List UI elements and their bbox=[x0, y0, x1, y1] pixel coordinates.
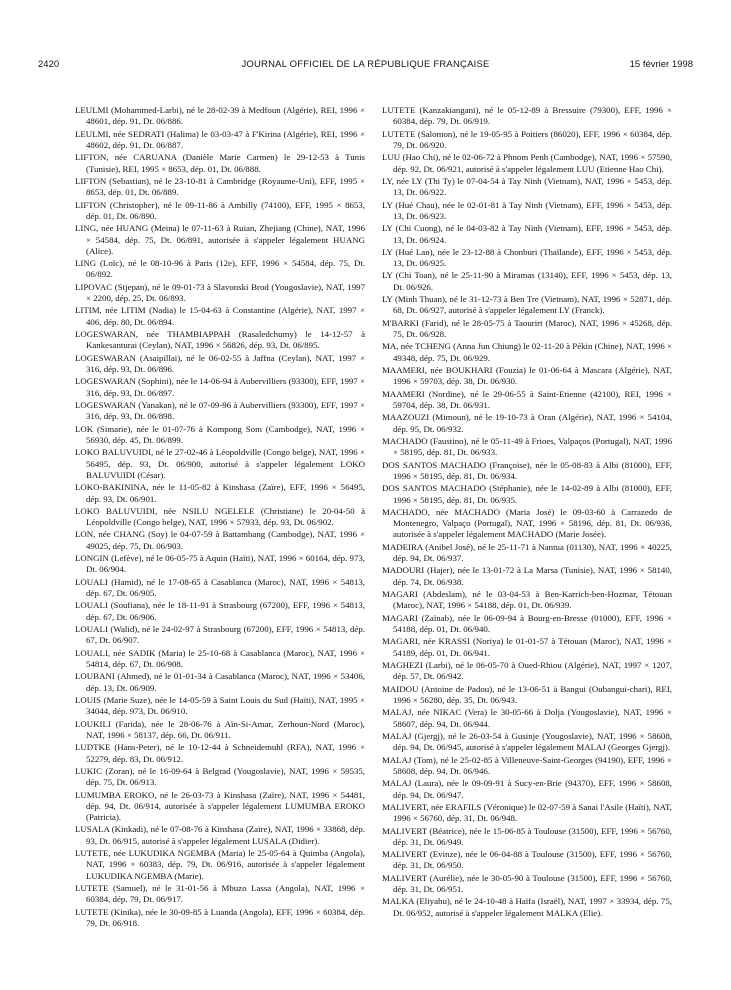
registry-entry: LUTETE (Samuel), né le 31-01-56 à Mbuzo Lassa (Angola), NAT, 1996 × 60384, dép. 79, Dt. 06/917. bbox=[75, 883, 365, 905]
registry-entry: M'BARKI (Farid), né le 28-05-75 à Taourirt (Maroc), NAT, 1996 × 45268, dép. 75, Dt. 06/928. bbox=[382, 317, 672, 340]
registry-entry: LUMUMBA EROKO, né le 26-03-73 à Kinshasa (Zaïre), NAT, 1996 × 54481, dép. 94, Dt. 06/914, autorisée à s'appeler légalement LUMUMBA EROKO (Patricia). bbox=[75, 789, 365, 823]
registry-entry: LON, née CHANG (Soy) le 04-07-59 à Battambang (Cambodge), NAT, 1996 × 49025, dép. 75, Dt. 06/903. bbox=[75, 529, 365, 551]
registry-entry: MAGARI, née KRASSI (Noriya) le 01-01-57 à Tétouan (Maroc), NAT, 1996 × 54189, dép. 01, Dt. 06/941. bbox=[382, 636, 672, 658]
registry-entry: MALIVERT (Béatrice), née le 15-06-85 à Toulouse (31500), EFF, 1996 × 56760, dép. 31, Dt. 06/949. bbox=[382, 825, 672, 847]
registry-entry: LY (Hué Chau), née le 02-01-81 à Tay Ninh (Vietnam), EFF, 1996 × 5453, dép. 13, Dt. 06/923. bbox=[382, 199, 672, 221]
registry-entry: LUSALA (Kinkadi), né le 07-08-76 à Kinshasa (Zaïre), NAT, 1996 × 33868, dép. 93, Dt. 06/915, autorisé à s'appeler légalement LUSALA (Didier). bbox=[75, 824, 365, 846]
registry-entry: LOGESWARAN, née THAMBIAPPAH (Rasaledchumy) le 14-12-57 à Kankesanturai (Ceylan), NAT, 1996 × 56826, dép. 93, Dt. 06/895. bbox=[75, 329, 365, 351]
registry-entry: LUTETE (Kanzakiangani), né le 05-12-89 à Bressuire (79300), EFF, 1996 × 60384, dép. 79, Dt. 06/919. bbox=[382, 105, 672, 127]
registry-entry: LOUALI (Soufiana), née le 18-11-91 à Strasbourg (67200), EFF, 1996 × 54813, dép. 67, Dt. 06/906. bbox=[75, 600, 365, 622]
registry-entry: MAGARI (Zaïnab), née le 06-09-94 à Bourg-en-Bresse (01000), EFF, 1996 × 54188, dép. 01, Dt. 06/940. bbox=[382, 612, 672, 635]
registry-entry: MALIVERT (Evinze), née le 06-04-88 à Toulouse (31500), EFF, 1996 × 56760, dép. 31, Dt. 06/950. bbox=[382, 849, 672, 871]
registry-entry: MACHADO (Faustino), né le 05-11-49 à Frioes, Valpaços (Portugal), NAT, 1996 × 58195, dép. 81, Dt. 06/933. bbox=[382, 435, 672, 458]
registry-entry: LUTETE (Salomon), né le 19-05-95 à Poitiers (86020), EFF, 1996 × 60384, dép. 79, Dt. 06/920. bbox=[382, 128, 672, 150]
registry-entry: MALAJ, née NIKAC (Vera) le 30-05-66 à Dolja (Yougoslavie), NAT, 1996 × 58607, dép. 94, Dt. 06/944. bbox=[382, 707, 672, 729]
registry-entry: LOUALI (Hamid), né le 17-08-65 à Casablanca (Maroc), NAT, 1996 × 54813, dép. 67, Dt. 06/905. bbox=[75, 576, 365, 599]
registry-entry: MAGHEZI (Larbi), né le 06-05-70 à Oued-Rhiou (Algérie), NAT, 1997 × 1207, dép. 57, Dt. 06/942. bbox=[382, 660, 672, 682]
page-header bbox=[38, 59, 693, 73]
registry-entry: LING, née HUANG (Meina) le 07-11-63 à Ruian, Zhejiang (Chine), NAT, 1996 × 54584, dép. 75, Dt. 06/891, autorisée à s'appeler légalement HUANG (Alice). bbox=[75, 223, 365, 256]
left-column bbox=[75, 105, 365, 930]
registry-entry: MAGARI (Abdeslam), né le 03-04-53 à Ben-Karrich-ben-Hozmar, Tétouan (Maroc), NAT, 1996 × 54188, dép. 01, Dt. 06/939. bbox=[382, 589, 672, 611]
registry-entry: LOKO BALUVUIDI, née NSILU NGELELE (Christiane) le 20-04-50 à Léopoldville (Congo belge), NAT, 1996 × 57933, dép. 93, Dt. 06/902. bbox=[75, 505, 365, 528]
registry-entry: MAAZOUZI (Mimoun), né le 19-10-73 à Oran (Algérie), NAT, 1996 × 54104, dép. 95, Dt. 06/932. bbox=[382, 412, 672, 434]
right-column bbox=[382, 105, 672, 920]
registry-entry: LY (Chi Toan), né le 25-11-90 à Miramas (13140), EFF, 1996 × 5453, dép. 13, Dt. 06/926. bbox=[382, 270, 672, 292]
registry-entry: MADOURI (Hajer), née le 13-01-72 à La Marsa (Tunisie), NAT, 1996 × 58140, dép. 74, Dt. 06/938. bbox=[382, 565, 672, 587]
registry-entry: LOGESWARAN (Sophini), née le 14-06-94 à Aubervilliers (93300), EFF, 1997 × 316, dép. 93, Dt. 06/897. bbox=[75, 376, 365, 398]
registry-entry: LEULMI, née SEDRATI (Halima) le 03-03-47 à F'Kirina (Algérie), REI, 1996 × 48602, dép. 91, Dt. 06/887. bbox=[75, 128, 365, 150]
registry-entry: LIFTON (Christopher), né le 09-11-86 à Ambilly (74100), EFF, 1995 × 8653, dép. 01, Dt. 06/890. bbox=[75, 199, 365, 221]
registry-entry: MALAJ (Tom), né le 25-02-85 à Villeneuve-Saint-Georges (94190), EFF, 1996 × 58608, dép. 94, Dt. 06/946. bbox=[382, 754, 672, 776]
page-number: 2420 bbox=[38, 59, 60, 70]
registry-entry: LOKO BALUVUIDI, né le 27-02-46 à Léopoldville (Congo belge), NAT, 1996 × 56495, dép. 93, Dt. 06/900, autorisé à s'appeler légalement LOKO BALUVUIDI (César). bbox=[75, 447, 365, 480]
registry-entry: LOUBANI (Ahmed), né le 01-01-34 à Casablanca (Maroc), NAT, 1996 × 53406, dép. 13, Dt. 06/909. bbox=[75, 671, 365, 693]
registry-entry: LOGESWARAN (Asaipillai), né le 06-02-55 à Jaffna (Ceylan), NAT, 1997 × 316, dép. 93, Dt. 06/896. bbox=[75, 352, 365, 374]
registry-entry: LY (Chi Cuong), né le 04-03-82 à Tay Ninh (Vietnam), EFF, 1996 × 5453, dép. 13, Dt. 06/924. bbox=[382, 223, 672, 245]
registry-entry: MACHADO, née MACHADO (Maria José) le 09-03-60 à Carrazedo de Montenegro, Valpaço (Portugal), NAT, 1996 × 58196, dép. 81, Dt. 06/936, autorisée à s'appeler légalement MACHADO (Marie Josée). bbox=[382, 506, 672, 540]
registry-entry: LY, née LY (Thi Ty) le 07-04-54 à Tay Ninh (Vietnam), NAT, 1996 × 5453, dép. 13, Dt. 06/922. bbox=[382, 175, 672, 198]
publication-date: 15 février 1998 bbox=[629, 59, 693, 70]
registry-entry: LY (Minh Thuan), né le 31-12-73 à Ben Tre (Vietnam), NAT, 1996 × 52871, dép. 68, Dt. 06/927, autorisé à s'appeler légalement LY (Franck). bbox=[382, 294, 672, 316]
registry-entry: LOGESWARAN (Yanakan), né le 07-09-96 à Aubervilliers (93300), EFF, 1997 × 316, dép. 93, Dt. 06/898. bbox=[75, 399, 365, 422]
registry-entry: LONGIN (Lefève), né le 06-05-75 à Aquin (Haïti), NAT, 1996 × 60164, dép. 973, Dt. 06/904. bbox=[75, 553, 365, 575]
registry-entry: MAIDOU (Antoine de Padou), né le 13-06-51 à Bangui (Oubangui-chari), REI, 1996 × 56280, dép. 35, Dt. 06/943. bbox=[382, 683, 672, 705]
registry-entry: MAAMERI (Nordine), né le 29-06-55 à Saint-Etienne (42100), REI, 1996 × 59704, dép. 38, Dt. 06/931. bbox=[382, 388, 672, 410]
registry-entry: MA, née TCHENG (Anna Jun Chiung) le 02-11-20 à Pékin (Chine), NAT, 1996 × 49348, dép. 75, Dt. 06/929. bbox=[382, 341, 672, 363]
registry-entry: DOS SANTOS MACHADO (Françoise), née le 05-08-83 à Albi (81000), EFF, 1996 × 58195, dép. 81, Dt. 06/934. bbox=[382, 459, 672, 481]
registry-entry: LOUIS (Marie Suze), née le 14-05-59 à Saint Louis du Sud (Haïti), NAT, 1995 × 34044, dép. 973, Dt. 06/910. bbox=[75, 694, 365, 717]
registry-entry: LUTETE (Kinika), née le 30-09-85 à Luanda (Angola), EFF, 1996 × 60384, dép. 79, Dt. 06/918. bbox=[75, 906, 365, 928]
registry-entry: MAAMERI, née BOUKHARI (Fouzia) le 01-06-64 à Mascara (Algérie), NAT, 1996 × 59703, dép. 38, Dt. 06/930. bbox=[382, 365, 672, 387]
registry-entry: MALAJ (Laura), née le 09-09-91 à Sucy-en-Brie (94370), EFF, 1996 × 58608, dép. 94, Dt. 06/947. bbox=[382, 778, 672, 800]
registry-entry: LOUALI (Walid), né le 24-02-97 à Strasbourg (67200), EFF, 1996 × 54813, dép. 67, Dt. 06/907. bbox=[75, 624, 365, 646]
registry-entry: MADEIRA (Anibel José), né le 25-11-71 à Nantua (01130), NAT, 1996 × 40225, dép. 94, Dt. 06/937. bbox=[382, 541, 672, 564]
registry-entry: LUU (Hao Chi), né le 02-06-72 à Phnom Penh (Cambodge), NAT, 1996 × 57590, dép. 92, Dt. 06/921, autorisé à s'appeler légalement LUU (Etienne Hao Chi). bbox=[382, 152, 672, 174]
registry-entry: LY (Hué Lan), née le 23-12-88 à Chonburi (Thaïlande), EFF, 1996 × 5453, dép. 13, Dt. 06/925. bbox=[382, 246, 672, 269]
registry-entry: LOKO-BAKININA, née le 11-05-82 à Kinshasa (Zaïre), EFF, 1996 × 56495, dép. 93, Dt. 06/901. bbox=[75, 482, 365, 504]
registry-entry: MALAJ (Gjergj), né le 26-03-54 à Gusinje (Yougoslavie), NAT, 1996 × 58608, dép. 94, Dt. 06/945, autorisé à s'appeler légalement MALAJ (Georges Gjergj). bbox=[382, 730, 672, 753]
registry-entry: LOUALI, née SADIK (Maria) le 25-10-68 à Casablanca (Maroc), NAT, 1996 × 54814, dép. 67, Dt. 06/908. bbox=[75, 647, 365, 669]
registry-entry: MALIVERT (Aurélie), née le 30-05-90 à Toulouse (31500), EFF, 1996 × 56760, dép. 31, Dt. 06/951. bbox=[382, 872, 672, 895]
registry-entry: LOUKILI (Farida), née le 28-06-76 à Aïn-Si-Amar, Zerhoun-Nord (Maroc), NAT, 1996 × 58137, dép. 66, Dt. 06/911. bbox=[75, 718, 365, 740]
registry-entry: LIFTON (Sebastian), né le 23-10-81 à Cambridge (Royaume-Uni), EFF, 1995 × 8653, dép. 01, Dt. 06/889. bbox=[75, 175, 365, 198]
registry-entry: LUKIC (Zoran), né le 16-09-64 à Belgrad (Yougoslavie), NAT, 1996 × 59535, dép. 75, Dt. 06/913. bbox=[75, 765, 365, 788]
registry-entry: LUTETE, née LUKUDIKA NGEMBA (Maria) le 25-05-64 à Quimba (Angola), NAT, 1996 × 60383, dép. 79, Dt. 06/916, autorisée à s'appeler légalement LUKUDIKA NGEMBA (Marie). bbox=[75, 848, 365, 881]
registry-entry: DOS SANTOS MACHADO (Stéphanie), née le 14-02-89 à Albi (81000), EFF, 1996 × 58195, dép. 81, Dt. 06/935. bbox=[382, 483, 672, 505]
journal-title: JOURNAL OFFICIEL DE LA RÉPUBLIQUE FRANÇAISE bbox=[241, 59, 490, 70]
registry-entry: LIFTON, née CARUANA (Danièle Marie Carmen) le 29-12-53 à Tunis (Tunisie), REI, 1995 × 8653, dép. 01, Dt. 06/888. bbox=[75, 152, 365, 174]
registry-entry: LITIM, née LITIM (Nadia) le 15-04-63 à Constantine (Algérie), NAT, 1997 × 406, dép. 80, Dt. 06/894. bbox=[75, 305, 365, 327]
registry-entry: LIPOVAC (Stjepan), né le 09-01-73 à Slavonski Brod (Yougoslavie), NAT, 1997 × 2200, dép. 25, Dt. 06/893. bbox=[75, 281, 365, 304]
registry-entry: LING (Loïc), né le 08-10-96 à Paris (12e), EFF, 1996 × 54584, dép. 75, Dt. 06/892. bbox=[75, 258, 365, 280]
registry-entry: LUDTKE (Hans-Peter), né le 10-12-44 à Schneidemuhl (RFA), NAT, 1996 × 52279, dép. 83, Dt. 06/912. bbox=[75, 742, 365, 764]
registry-entry: MALKA (Eliyahu), né le 24-10-48 à Haïfa (Israël), NAT, 1997 × 33934, dép. 75, Dt. 06/952, autorisé à s'appeler légalement MALKA (Elie). bbox=[382, 896, 672, 918]
registry-entry: LEULMI (Mohammed-Larbi), né le 28-02-39 à Medfoun (Algérie), REI, 1996 × 48601, dép. 91, Dt. 06/886. bbox=[75, 105, 365, 127]
registry-entry: MALIVERT, née ERAFILS (Véronique) le 02-07-59 à Sanai l'Asile (Haïti), NAT, 1996 × 56760, dép. 31, Dt. 06/948. bbox=[382, 801, 672, 824]
registry-entry: LOK (Simarie), née le 01-07-76 à Kompong Som (Cambodge), NAT, 1996 × 56930, dép. 45, Dt. 06/899. bbox=[75, 423, 365, 445]
